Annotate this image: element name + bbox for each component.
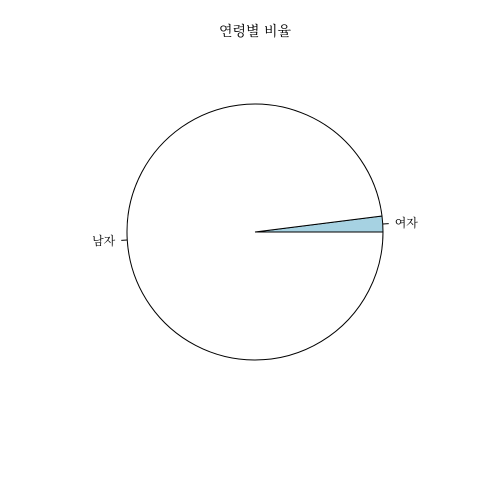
pie-label-1: 여자 — [394, 216, 418, 231]
pie-label-2: 남자 — [92, 233, 116, 248]
chart-title: 연령별 비율 — [218, 24, 292, 40]
pie-slice-2 — [127, 104, 383, 360]
pie-slices — [127, 104, 383, 360]
